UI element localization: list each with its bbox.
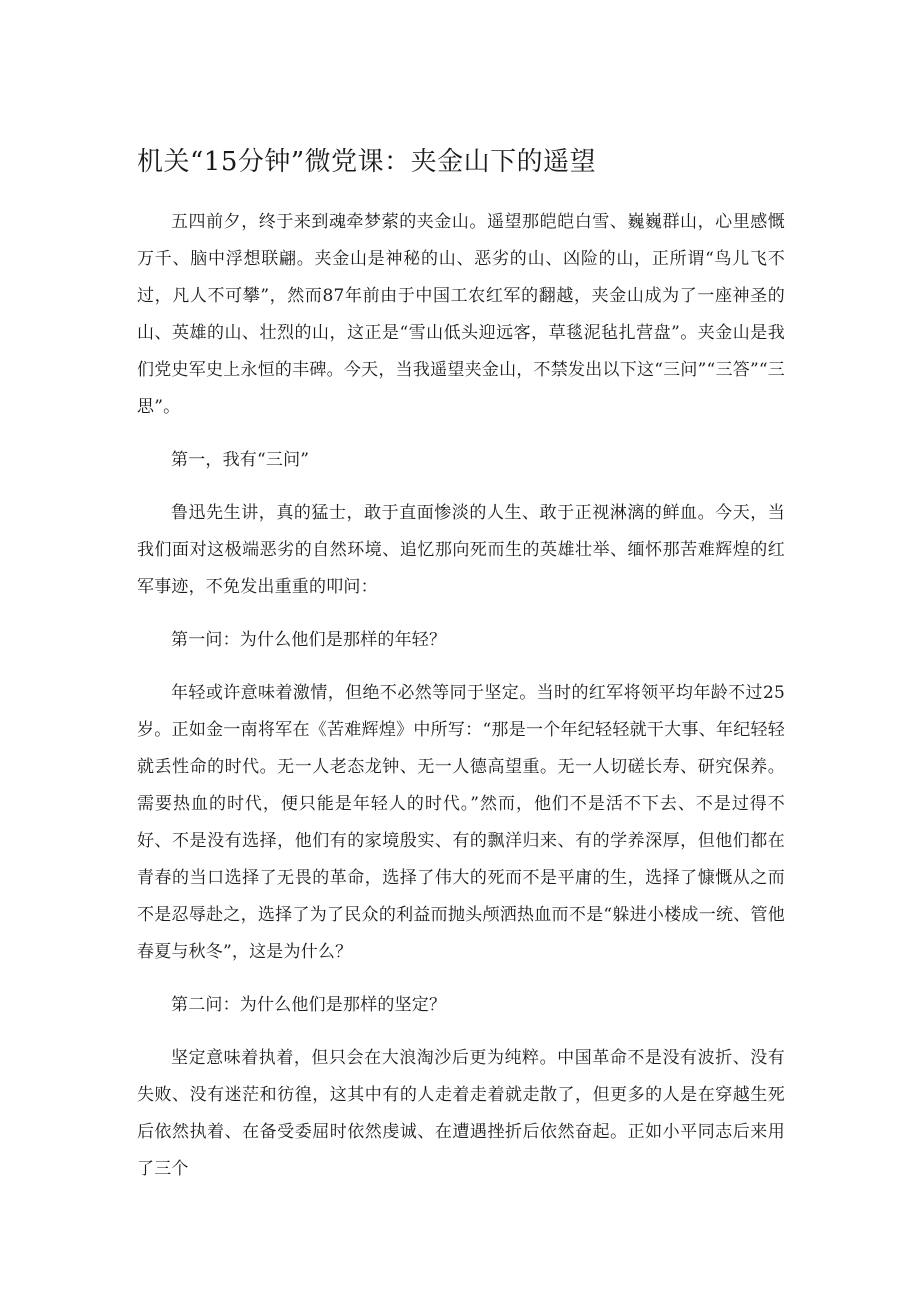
paragraph-intro: 五四前夕，终于来到魂牵梦萦的夹金山。遥望那皑皑白雪、巍巍群山，心里感慨万千、脑中浮想联翩。夹金山是神秘的山、恶劣的山、凶险的山，正所谓“鸟儿飞不过，凡人不可攀”，然而87年前由于中国工农红军的翻越，夹金山成为了一座神圣的山、英雄的山、壮烈的山，这正是“雪山低头迎远客，草毯泥毡扎营盘”。夹金山是我们党史军史上永恒的丰碑。今天，当我遥望夹金山，不禁发出以下这“三问”“三答”“三思”。 — [137, 212, 785, 417]
document-title: 机关“15分钟”微党课：夹金山下的遥望 — [137, 147, 597, 177]
document-body — [137, 204, 785, 1188]
paragraph-luxun-quote: 鲁迅先生讲，真的猛士，敢于直面惨淡的人生、敢于正视淋漓的鲜血。今天，当我们面对这极端恶劣的自然环境、追忆那向死而生的英雄壮举、缅怀那苦难辉煌的红军事迹，不免发出重重的叩问： — [137, 503, 785, 597]
paragraph-answer-youth: 年轻或许意味着激情，但绝不必然等同于坚定。当时的红军将领平均年龄不过25岁。正如金一南将军在《苦难辉煌》中所写：“那是一个年纪轻轻就干大事、年纪轻轻就丢性命的时代。无一人老态龙钟、无一人德高望重。无一人切磋长寿、研究保养。需要热血的时代，便只能是年轻人的时代。”然而，他们不是活不下去、不是过得不好、不是没有选择，他们有的家境殷实、有的飘洋归来、有的学养深厚，但他们都在青春的当口选择了无畏的革命，选择了伟大的死而不是平庸的生，选择了慷慨从之而不是忍辱赴之，选择了为了民众的利益而抛头颅洒热血而不是“躲进小楼成一统、管他春夏与秋冬”，这是为什么？ — [137, 683, 785, 962]
paragraph-answer-firmness: 坚定意味着执着，但只会在大浪淘沙后更为纯粹。中国革命不是没有波折、没有失败、没有迷茫和彷徨，这其中有的人走着走着就走散了，但更多的人是在穿越生死后依然执着、在备受委屈时依然虔诚、在遭遇挫折后依然奋起。正如小平同志后来用了三个 — [137, 1048, 785, 1179]
question-heading-1: 第一问：为什么他们是那样的年轻？ — [171, 630, 447, 650]
section-heading-three-questions: 第一，我有“三问” — [171, 450, 310, 470]
question-heading-2: 第二问：为什么他们是那样的坚定？ — [171, 995, 447, 1015]
